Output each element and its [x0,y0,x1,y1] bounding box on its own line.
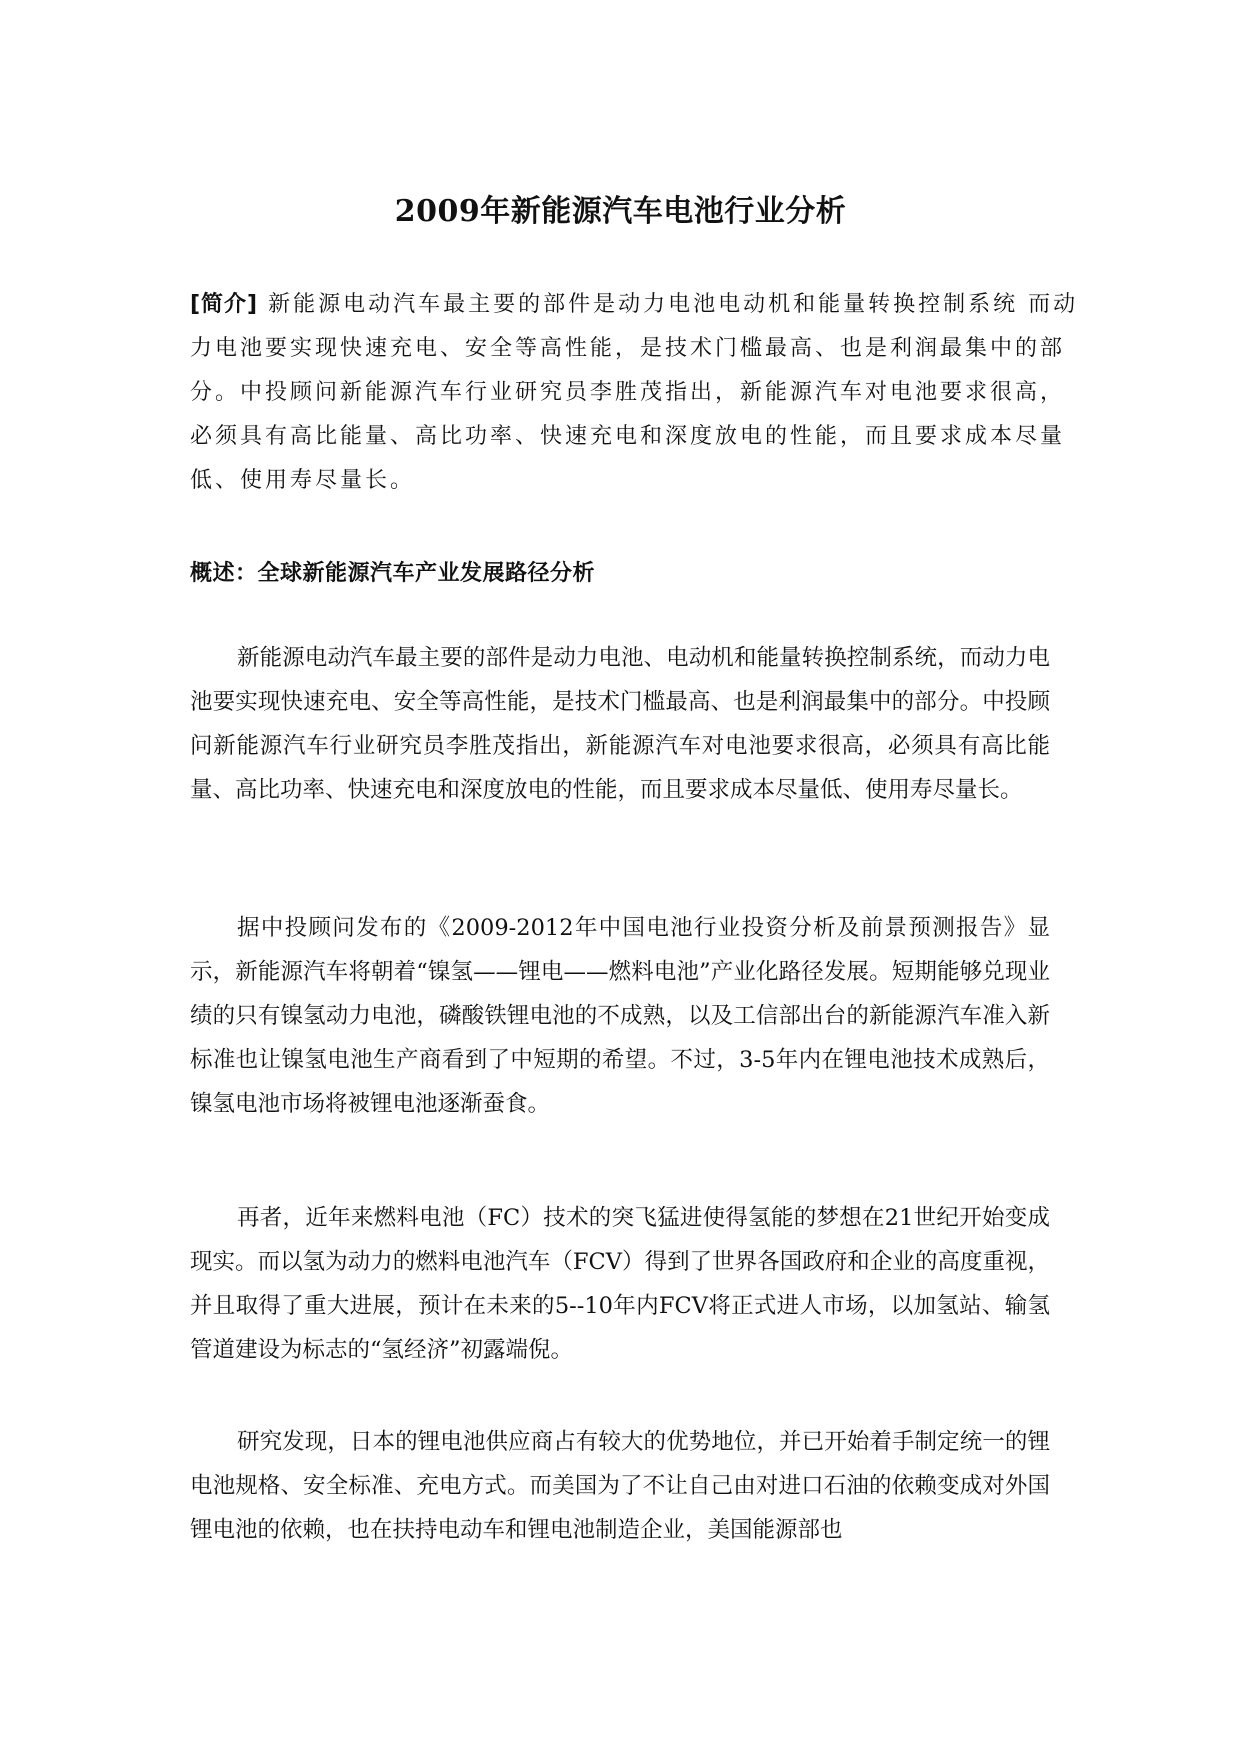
intro-paragraph [190,283,1085,503]
body-paragraph: 据中投顾问发布的《2009-2012年中国电池行业投资分析及前景预测报告》显示，新能源汽车将朝着“镍氢——锂电——燃料电池”产业化路径发展。短期能够兑现业绩的只有镍氢动力电池，磷酸铁锂电池的不成熟，以及工信部出台的新能源汽车准入新标准也让镍氢电池生产商看到了中短期的希望。不过，3-5年内在锂电池技术成熟后，镍氢电池市场将被锂电池逐渐蚕食。 [190,915,1050,1117]
intro-text: 新能源电动汽车最主要的部件是动力电池电动机和能量转换控制系统 而动力电池要实现快速充电、安全等高性能，是技术门槛最高、也是利润最集中的部分。中投顾问新能源汽车行业研究员李胜茂指出，新能源汽车对电池要求很高，必须具有高比能量、高比功率、快速充电和深度放电的性能，而且要求成本尽量低、使用寿尽量长。 [190,292,1079,493]
body-paragraph: 新能源电动汽车最主要的部件是动力电池、电动机和能量转换控制系统，而动力电池要实现快速充电、安全等高性能，是技术门槛最高、也是利润最集中的部分。中投顾问新能源汽车行业研究员李胜茂指出，新能源汽车对电池要求很高，必须具有高比能量、高比功率、快速充电和深度放电的性能，而且要求成本尽量低、使用寿尽量长。 [190,645,1050,803]
body-paragraph: 研究发现，日本的锂电池供应商占有较大的优势地位，并已开始着手制定统一的锂电池规格、安全标准、充电方式。而美国为了不让自己由对进口石油的依赖变成对外国锂电池的依赖，也在扶持电动车和锂电池制造企业，美国能源部也 [190,1429,1050,1543]
document-title: 2009年新能源汽车电池行业分析 [394,194,847,229]
intro-label: [简介] [190,292,259,317]
section-heading: 概述：全球新能源汽车产业发展路径分析 [190,561,596,586]
body-paragraph: 再者，近年来燃料电池（FC）技术的突飞猛进使得氢能的梦想在21世纪开始变成现实。而以氢为动力的燃料电池汽车（FCV）得到了世界各国政府和企业的高度重视，并且取得了重大进展，预计在未来的5--10年内FCV将正式进人市场，以加氢站、输氢管道建设为标志的“氢经济”初露端倪。 [190,1205,1050,1363]
